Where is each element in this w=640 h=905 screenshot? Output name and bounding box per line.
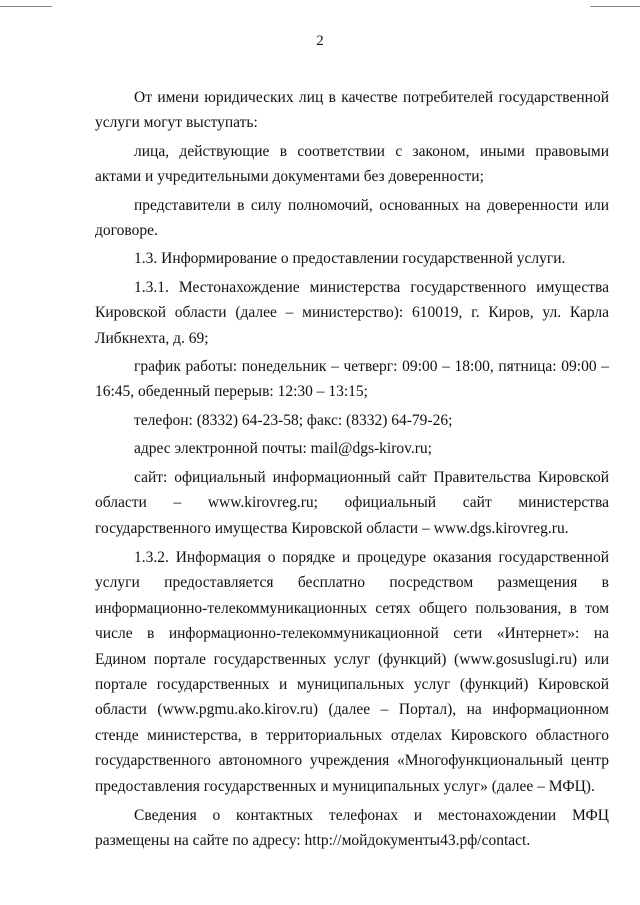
paragraph-section-1-3-2: 1.3.2. Информация о порядке и процедуре оказания государственной услуги предоставляется бесплатно посредством размещения в информационно-телекоммуникационных сетях общего пользования, в том числе в информационно-телекоммуникационной сети «Интернет»: на Едином портале государственных услуг (функций) (www.gosuslugi.ru) или портале государственных и муниципальных услуг (функций) Кировской области (www.pgmu.ako.kirov.ru) (далее – Портал), на информационном стенде министерства, в территориальных отделах Кировского областного государственного автономного учреждения «Многофункциональный центр предоставления государственных и муниципальных услуг» (далее – МФЦ).	[95, 548, 609, 795]
document-body	[95, 85, 609, 854]
paragraph-mfc-contacts: Сведения о контактных телефонах и местонахождении МФЦ размещены на сайте по адресу: http://мойдокументы43.рф/contact.	[95, 806, 609, 850]
paragraph-representatives: представители в силу полномочий, основанных на доверенности или договоре.	[95, 196, 609, 240]
page-number: 2	[316, 33, 324, 49]
paragraph-website: сайт: официальный информационный сайт Правительства Кировской области – www.kirovreg.ru; официальный сайт министерства государственного имущества Кировской области – www.dgs.kirovreg.ru.	[95, 468, 609, 537]
paragraph-persons-acting: лица, действующие в соответствии с законом, иными правовыми актами и учредительными документами без доверенности;	[95, 142, 609, 186]
scan-edge-line-left	[0, 6, 52, 7]
paragraph-legal-entities: От имени юридических лиц в качестве потребителей государственной услуги могут выступать:	[95, 89, 609, 132]
paragraph-section-1-3-1: 1.3.1. Местонахождение министерства государственного имущества Кировской области (далее – министерство): 610019, г. Киров, ул. Карла Либкнехта, д. 69;	[95, 278, 609, 347]
paragraph-work-schedule: график работы: понедельник – четверг: 09:00 – 18:00, пятница: 09:00 – 16:45, обеденный перерыв: 12:30 – 13:15;	[95, 358, 609, 401]
paragraph-section-1-3: 1.3. Информирование о предоставлении государственной услуги.	[134, 250, 566, 268]
scan-edge-line-right	[590, 6, 640, 7]
paragraph-phone-fax: телефон: (8332) 64-23-58; факс: (8332) 64-79-26;	[134, 411, 453, 429]
paragraph-email: адрес электронной почты: mail@dgs-kirov.ru;	[134, 440, 432, 458]
